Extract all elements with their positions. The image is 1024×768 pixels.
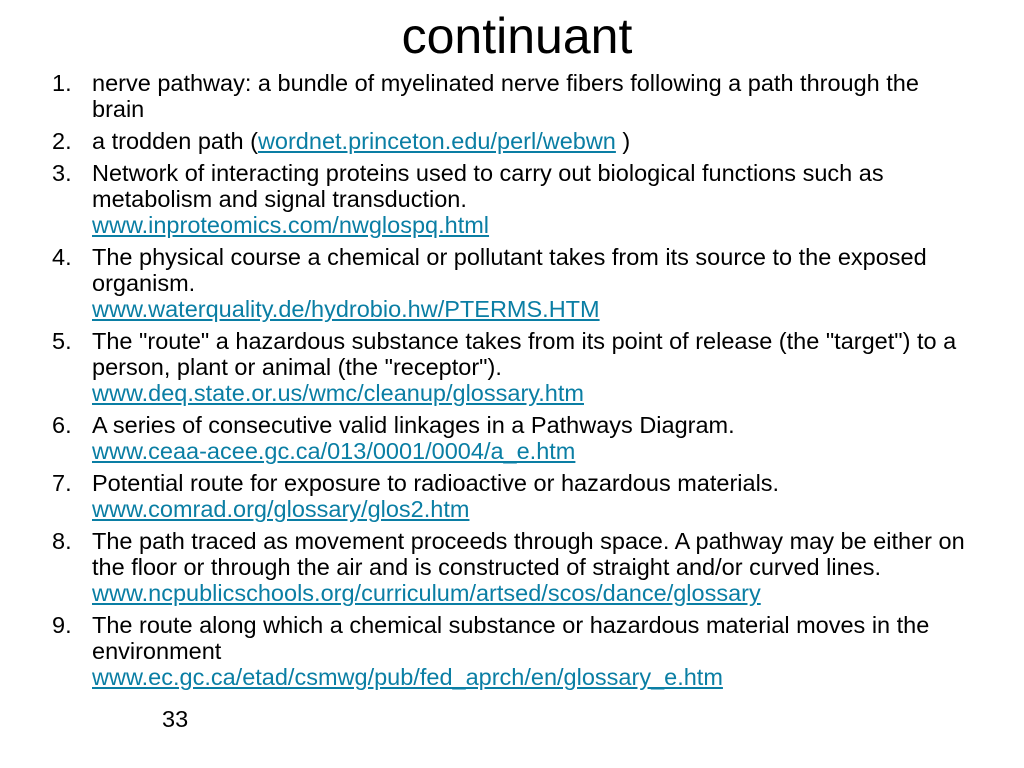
source-link[interactable]: www.ncpublicschools.org/curriculum/artsed/scos/dance/glossary [92,580,761,606]
list-item [52,528,977,606]
item-text: a trodden path ( [92,128,258,154]
source-link[interactable]: www.deq.state.or.us/wmc/cleanup/glossary.htm [92,380,584,406]
list-item [52,412,977,464]
item-text: The path traced as movement proceeds through space. A pathway may be either on the floor or through the air and is constructed of straight and/or curved lines. [92,528,965,580]
item-number: 1. [52,70,72,96]
source-link[interactable]: wordnet.princeton.edu/perl/webwn [257,128,616,154]
definition-list [52,70,977,696]
slide-title: continuant [401,8,633,64]
item-number: 7. [52,470,72,496]
list-item [52,328,977,406]
item-number: 8. [52,528,72,554]
item-text: The "route" a hazardous substance takes from its point of release (the "target") to a person, plant or animal (the "receptor"). [92,328,957,380]
list-item [52,612,977,690]
source-link[interactable]: www.comrad.org/glossary/glos2.htm [92,496,470,522]
item-number: 5. [52,328,72,354]
item-text: The route along which a chemical substance or hazardous material moves in the environment [92,612,930,664]
item-number: 2. [52,128,72,154]
item-number: 4. [52,244,72,270]
list-item [52,70,977,122]
item-suffix: ) [615,128,631,154]
item-text: nerve pathway: a bundle of myelinated nerve fibers following a path through the brain [92,70,919,122]
item-number: 9. [52,612,72,638]
page-number: 33 [162,706,189,732]
list-item [52,470,977,522]
source-link[interactable]: www.ceaa-acee.gc.ca/013/0001/0004/a_e.htm [92,438,576,464]
list-item [52,160,977,238]
list-item [52,244,977,322]
list-item [52,128,977,154]
item-number: 6. [52,412,72,438]
source-link[interactable]: www.waterquality.de/hydrobio.hw/PTERMS.HTM [92,296,600,322]
item-text: A series of consecutive valid linkages in a Pathways Diagram. [92,412,735,438]
source-link[interactable]: www.inproteomics.com/nwglospq.html [92,212,490,238]
source-link[interactable]: www.ec.gc.ca/etad/csmwg/pub/fed_aprch/en/glossary_e.htm [92,664,723,690]
item-text: Network of interacting proteins used to carry out biological functions such as metabolism and signal transduction. [92,160,884,212]
item-number: 3. [52,160,72,186]
item-text: Potential route for exposure to radioactive or hazardous materials. [92,470,780,496]
item-text: The physical course a chemical or pollutant takes from its source to the exposed organism. [92,244,927,296]
